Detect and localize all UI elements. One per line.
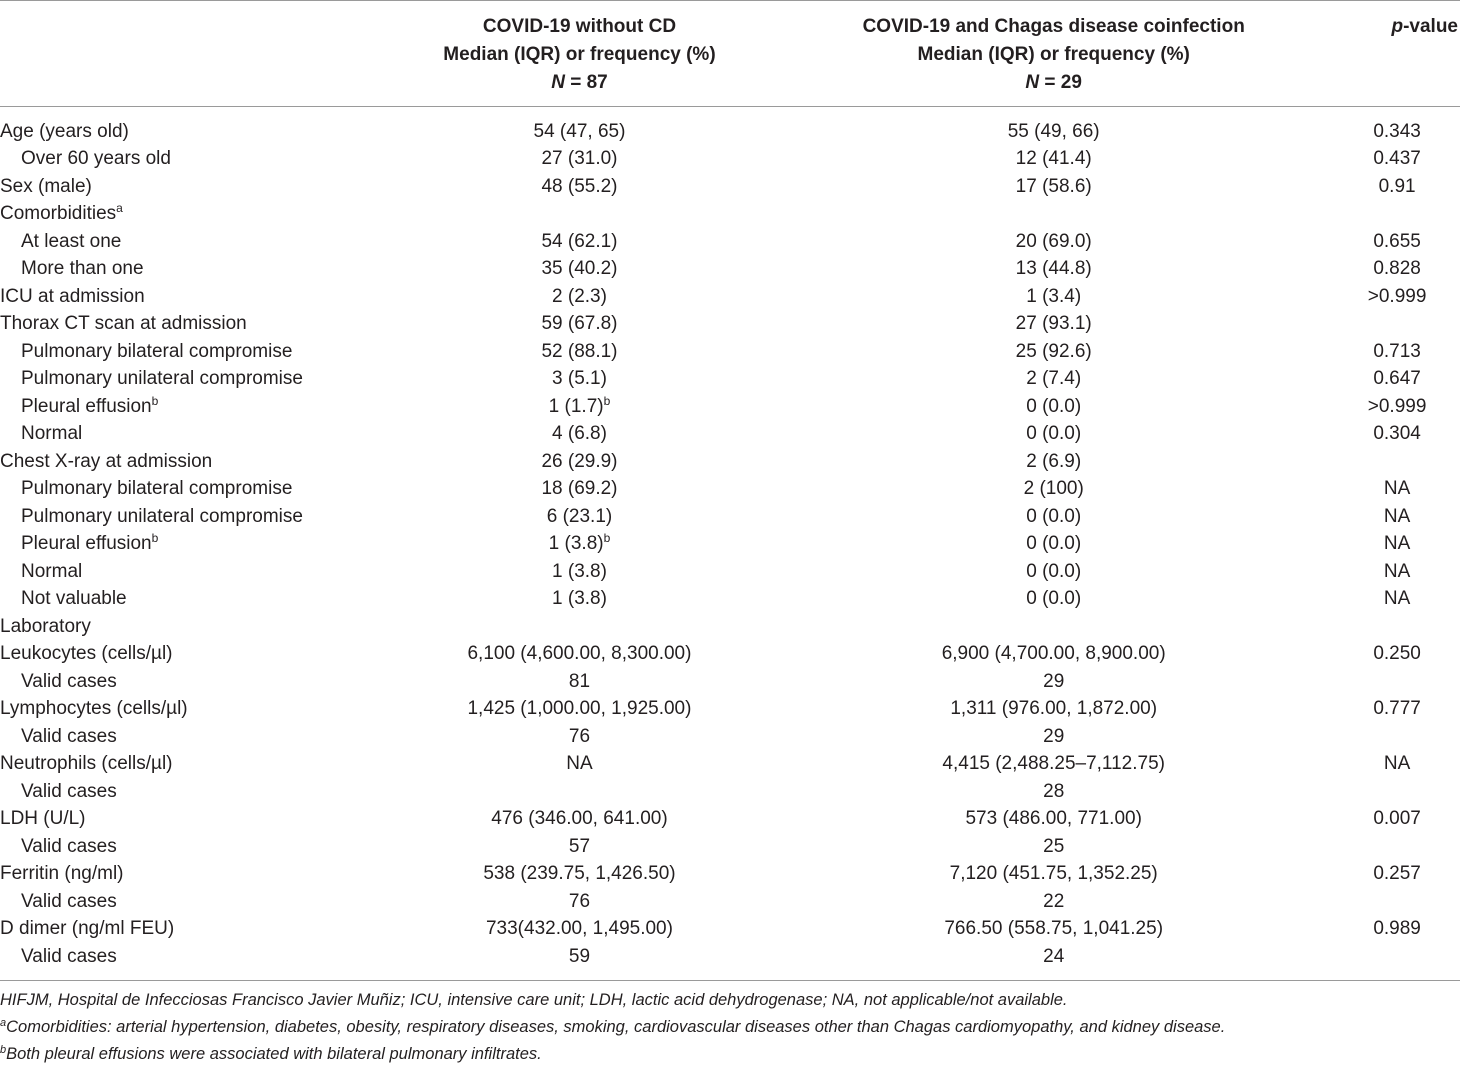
row-label: Valid cases: [21, 945, 117, 967]
row-label: Pulmonary unilateral compromise: [21, 368, 303, 389]
value-without-cd-text: 6 (23.1): [546, 505, 613, 527]
row-label: Over 60 years old: [21, 148, 171, 169]
p-value: 0.304: [1373, 423, 1421, 444]
p-value: 0.713: [1373, 340, 1421, 362]
row-label: Valid cases: [21, 890, 117, 912]
table-row: [0, 283, 1460, 311]
row-label-cell: [0, 310, 380, 338]
value-without-cd: [380, 448, 779, 476]
header-pvalue-italic: p: [1391, 16, 1404, 37]
row-label: Pleural effusion: [21, 395, 152, 417]
footnote-a: [0, 1014, 1460, 1041]
value-without-cd-text: 18 (69.2): [541, 478, 618, 499]
value-coinfection: 0 (0.0): [1026, 533, 1082, 554]
table-row: [0, 585, 1460, 613]
value-without-cd: [380, 860, 779, 888]
footnote-b: [0, 1041, 1460, 1068]
row-label: At least one: [21, 230, 122, 252]
footnote-a-text: Comorbidities: arterial hypertension, diabetes, obesity, respiratory diseases, smoking, cardiovascular diseases other than Chagas cardiomyopathy, and kidney disease.: [6, 1018, 1226, 1036]
row-label-cell: [0, 915, 380, 943]
table-row: [0, 860, 1460, 888]
row-label-cell: [0, 695, 380, 723]
value-without-cd: [380, 420, 779, 448]
table-row: [0, 228, 1460, 256]
value-coinfection: 29: [1043, 670, 1065, 692]
value-coinfection: 55 (49, 66): [1007, 120, 1100, 142]
row-label-cell: [0, 640, 380, 668]
row-label: Sex (male): [0, 175, 92, 197]
value-without-cd: [380, 106, 779, 145]
value-coinfection: 6,900 (4,700.00, 8,900.00): [941, 643, 1166, 664]
row-label: D dimer (ng/ml FEU): [0, 918, 175, 939]
table-row: [0, 145, 1460, 173]
row-label: Lymphocytes (cells/µl): [0, 698, 188, 719]
row-label-cell: [0, 668, 380, 696]
table-row: [0, 750, 1460, 778]
header-col2-n-label: N: [1025, 72, 1040, 93]
table-row: [0, 365, 1460, 393]
value-without-cd-text: 57: [568, 835, 591, 857]
value-without-cd-text: 476 (346.00, 641.00): [491, 808, 668, 829]
table-row: [0, 448, 1460, 476]
value-without-cd-text: 1 (1.7): [548, 395, 604, 417]
value-without-cd: [380, 475, 779, 503]
value-without-cd: [380, 833, 779, 861]
value-without-cd-text: 1,425 (1,000.00, 1,925.00): [467, 698, 692, 719]
header-pvalue-rest: -value: [1403, 16, 1458, 37]
p-value: 0.777: [1373, 698, 1421, 719]
value-without-cd: [380, 283, 779, 311]
table-row: [0, 503, 1460, 531]
value-coinfection: 2 (6.9): [1026, 450, 1082, 472]
p-value: [1328, 723, 1460, 751]
value-coinfection: [779, 200, 1328, 228]
table-body: [0, 106, 1460, 981]
p-value: [1328, 200, 1460, 228]
value-without-cd: [380, 750, 779, 778]
header-col-coinfection: [779, 0, 1328, 106]
row-label-footnote-mark: a: [116, 201, 123, 215]
value-coinfection: 4,415 (2,488.25–7,112.75): [942, 753, 1165, 774]
value-without-cd: [380, 585, 779, 613]
value-without-cd: [380, 695, 779, 723]
row-label-cell: [0, 585, 380, 613]
value-coinfection: 29: [1043, 725, 1065, 747]
value-coinfection: 573 (486.00, 771.00): [965, 808, 1142, 829]
p-value: 0.343: [1373, 120, 1421, 142]
value-without-cd-text: 27 (31.0): [541, 148, 618, 169]
value-without-cd: [380, 393, 779, 421]
table-row: [0, 723, 1460, 751]
footnote-b-text: Both pleural effusions were associated with bilateral pulmonary infiltrates.: [6, 1045, 542, 1063]
header-col2-n-value: = 29: [1039, 72, 1082, 93]
row-label: Ferritin (ng/ml): [0, 863, 124, 884]
value-coinfection: 20 (69.0): [1015, 230, 1092, 252]
p-value: 0.989: [1373, 918, 1421, 939]
p-value: 0.007: [1373, 808, 1421, 829]
p-value: 0.437: [1373, 148, 1421, 169]
value-without-cd: [380, 888, 779, 916]
row-label: Valid cases: [21, 725, 117, 747]
value-coinfection: 25: [1043, 835, 1065, 857]
header-col1-n-label: N: [551, 72, 565, 93]
p-value: [1328, 778, 1460, 806]
row-label: Leukocytes (cells/µl): [0, 643, 173, 664]
value-without-cd: [380, 530, 779, 558]
value-coinfection: 0 (0.0): [1026, 423, 1082, 444]
table-row: [0, 613, 1460, 641]
row-label-cell: [0, 283, 380, 311]
row-label-cell: [0, 200, 380, 228]
value-coinfection: 0 (0.0): [1026, 505, 1082, 527]
row-label: Laboratory: [0, 615, 91, 637]
value-coinfection: 2 (100): [1023, 478, 1084, 499]
p-value: NA: [1383, 478, 1411, 499]
header-col1-line1: COVID-19 without CD: [482, 16, 677, 37]
value-coinfection: 17 (58.6): [1015, 175, 1092, 197]
p-value: NA: [1383, 588, 1411, 609]
value-without-cd: [380, 558, 779, 586]
row-label-cell: [0, 365, 380, 393]
value-coinfection: 0 (0.0): [1026, 395, 1082, 417]
row-label: Valid cases: [21, 780, 117, 802]
value-without-cd: [380, 503, 779, 531]
table-row: [0, 805, 1460, 833]
row-label: Normal: [21, 423, 83, 444]
value-coinfection: 13 (44.8): [1015, 258, 1092, 279]
table-row: [0, 943, 1460, 981]
value-without-cd-text: 4 (6.8): [552, 423, 607, 444]
row-label: Valid cases: [21, 835, 117, 857]
value-coinfection: 24: [1043, 945, 1065, 967]
value-without-cd-text: 54 (62.1): [541, 230, 618, 252]
value-without-cd-text: 1 (3.8): [548, 533, 604, 554]
row-label: Pulmonary bilateral compromise: [21, 340, 293, 362]
value-without-cd-text: NA: [566, 753, 593, 774]
table-row: [0, 668, 1460, 696]
value-without-cd-text: 3 (5.1): [552, 368, 607, 389]
value-coinfection: [779, 613, 1328, 641]
row-label-cell: [0, 805, 380, 833]
value-footnote-mark: b: [603, 531, 611, 545]
value-without-cd-text: 76: [568, 890, 591, 912]
p-value: 0.250: [1373, 643, 1421, 664]
value-without-cd-text: 54 (47, 65): [533, 120, 626, 142]
value-coinfection: 1 (3.4): [1026, 285, 1082, 307]
value-without-cd: [380, 200, 779, 228]
table-row: [0, 310, 1460, 338]
row-label-cell: [0, 228, 380, 256]
value-without-cd: [380, 365, 779, 393]
table-row: [0, 200, 1460, 228]
row-label: Thorax CT scan at admission: [0, 313, 247, 334]
row-label: Age (years old): [0, 120, 129, 142]
table-row: [0, 338, 1460, 366]
row-label: Neutrophils (cells/µl): [0, 753, 173, 774]
value-without-cd: [380, 915, 779, 943]
table-row: [0, 833, 1460, 861]
footnote-abbreviations: HIFJM, Hospital de Infecciosas Francisco Javier Muñiz; ICU, intensive care unit; LDH, lactic acid dehydrogenase; NA, not applicable/not available.: [0, 991, 1068, 1009]
row-label: Not valuable: [21, 588, 127, 609]
value-coinfection: 766.50 (558.75, 1,041.25): [944, 918, 1164, 939]
p-value: [1328, 943, 1460, 981]
p-value: 0.647: [1373, 368, 1421, 389]
row-label-cell: [0, 475, 380, 503]
row-label-footnote-mark: b: [151, 531, 159, 545]
header-col2-line2: Median (IQR) or frequency (%): [917, 44, 1190, 65]
row-label-cell: [0, 833, 380, 861]
value-coinfection: 28: [1043, 780, 1065, 802]
value-without-cd: [380, 778, 779, 806]
row-label-cell: [0, 173, 380, 201]
p-value: >0.999: [1367, 285, 1427, 307]
p-value: NA: [1383, 533, 1411, 554]
row-label-footnote-mark: b: [151, 393, 159, 408]
row-label-cell: [0, 860, 380, 888]
row-label-cell: [0, 503, 380, 531]
p-value: 0.91: [1378, 175, 1416, 197]
table-row: [0, 915, 1460, 943]
row-label-cell: [0, 530, 380, 558]
row-label: Valid cases: [21, 670, 117, 692]
value-without-cd: [380, 255, 779, 283]
value-without-cd: [380, 173, 779, 201]
value-without-cd: [380, 338, 779, 366]
row-label-cell: [0, 943, 380, 981]
header-col-without-cd: [380, 0, 779, 106]
value-without-cd-text: 52 (88.1): [541, 340, 618, 362]
header-col1-line2: Median (IQR) or frequency (%): [443, 44, 716, 65]
value-without-cd: [380, 145, 779, 173]
table-row: [0, 888, 1460, 916]
value-without-cd-text: 76: [568, 725, 591, 747]
row-label-cell: [0, 613, 380, 641]
p-value: >0.999: [1367, 395, 1427, 417]
table-row: [0, 255, 1460, 283]
row-label-cell: [0, 338, 380, 366]
value-coinfection: 2 (7.4): [1026, 368, 1082, 389]
value-without-cd: [380, 805, 779, 833]
value-without-cd: [380, 613, 779, 641]
table-row: [0, 530, 1460, 558]
p-value: NA: [1383, 560, 1411, 582]
value-coinfection: 25 (92.6): [1015, 340, 1092, 362]
p-value: [1328, 613, 1460, 641]
value-footnote-mark: b: [603, 393, 611, 408]
p-value: 0.257: [1373, 863, 1421, 884]
p-value: [1328, 668, 1460, 696]
row-label-cell: [0, 255, 380, 283]
row-label-cell: [0, 393, 380, 421]
table-row: [0, 778, 1460, 806]
value-without-cd-text: 48 (55.2): [541, 175, 618, 197]
header-blank: [0, 0, 380, 106]
header-col-pvalue: [1328, 0, 1460, 106]
p-value: NA: [1383, 505, 1411, 527]
value-coinfection: 0 (0.0): [1026, 588, 1082, 609]
p-value: NA: [1383, 753, 1411, 774]
row-label-cell: [0, 723, 380, 751]
table-row: [0, 475, 1460, 503]
footnote-a-mark: a: [0, 1017, 7, 1029]
value-without-cd: [380, 723, 779, 751]
footnotes: [0, 987, 1460, 1068]
table-row: [0, 558, 1460, 586]
row-label-cell: [0, 750, 380, 778]
value-without-cd-text: 81: [568, 670, 591, 692]
value-coinfection: 22: [1043, 890, 1065, 912]
table-row: [0, 173, 1460, 201]
value-without-cd-text: 26 (29.9): [541, 450, 618, 472]
header-col1-n-value: = 87: [564, 72, 608, 93]
value-coinfection: 0 (0.0): [1026, 560, 1082, 582]
row-label: LDH (U/L): [0, 808, 86, 829]
value-coinfection: 12 (41.4): [1015, 148, 1092, 169]
value-without-cd: [380, 310, 779, 338]
value-without-cd-text: 1 (3.8): [552, 560, 607, 582]
table-row: [0, 420, 1460, 448]
value-without-cd-text: 1 (3.8): [552, 588, 607, 609]
value-without-cd-text: 59: [568, 945, 591, 967]
row-label: Comorbidities: [0, 203, 117, 224]
row-label-cell: [0, 448, 380, 476]
header-col2-line1: COVID-19 and Chagas disease coinfection: [862, 16, 1245, 37]
row-label: Pleural effusion: [21, 533, 152, 554]
value-coinfection: 7,120 (451.75, 1,352.25): [949, 863, 1158, 884]
footnote-b-mark: b: [0, 1044, 7, 1056]
row-label-cell: [0, 106, 380, 145]
value-without-cd: [380, 668, 779, 696]
row-label: Chest X-ray at admission: [0, 450, 213, 472]
table-row: [0, 695, 1460, 723]
row-label: More than one: [21, 258, 144, 279]
row-label: Pulmonary bilateral compromise: [21, 478, 293, 499]
p-value: [1328, 448, 1460, 476]
table-row: [0, 640, 1460, 668]
value-without-cd-text: 35 (40.2): [541, 258, 618, 279]
table-header: [0, 0, 1460, 106]
p-value: [1328, 833, 1460, 861]
value-without-cd-text: 59 (67.8): [541, 313, 618, 334]
p-value: [1328, 310, 1460, 338]
row-label-cell: [0, 420, 380, 448]
row-label-cell: [0, 888, 380, 916]
row-label: Normal: [21, 560, 83, 582]
row-label: Pulmonary unilateral compromise: [21, 505, 303, 527]
table-row: [0, 393, 1460, 421]
value-without-cd-text: 2 (2.3): [552, 285, 607, 307]
row-label-cell: [0, 558, 380, 586]
p-value: 0.828: [1373, 258, 1421, 279]
value-without-cd-text: 733(432.00, 1,495.00): [485, 918, 673, 939]
row-label: ICU at admission: [0, 285, 145, 307]
p-value: 0.655: [1373, 230, 1421, 252]
value-without-cd: [380, 640, 779, 668]
value-coinfection: 1,311 (976.00, 1,872.00): [950, 698, 1158, 719]
row-label-cell: [0, 778, 380, 806]
value-without-cd-text: 538 (239.75, 1,426.50): [483, 863, 676, 884]
value-without-cd: [380, 228, 779, 256]
table-row: [0, 106, 1460, 145]
p-value: [1328, 888, 1460, 916]
row-label-cell: [0, 145, 380, 173]
value-coinfection: 27 (93.1): [1015, 313, 1092, 334]
value-without-cd: [380, 943, 779, 981]
value-without-cd-text: 6,100 (4,600.00, 8,300.00): [467, 643, 692, 664]
